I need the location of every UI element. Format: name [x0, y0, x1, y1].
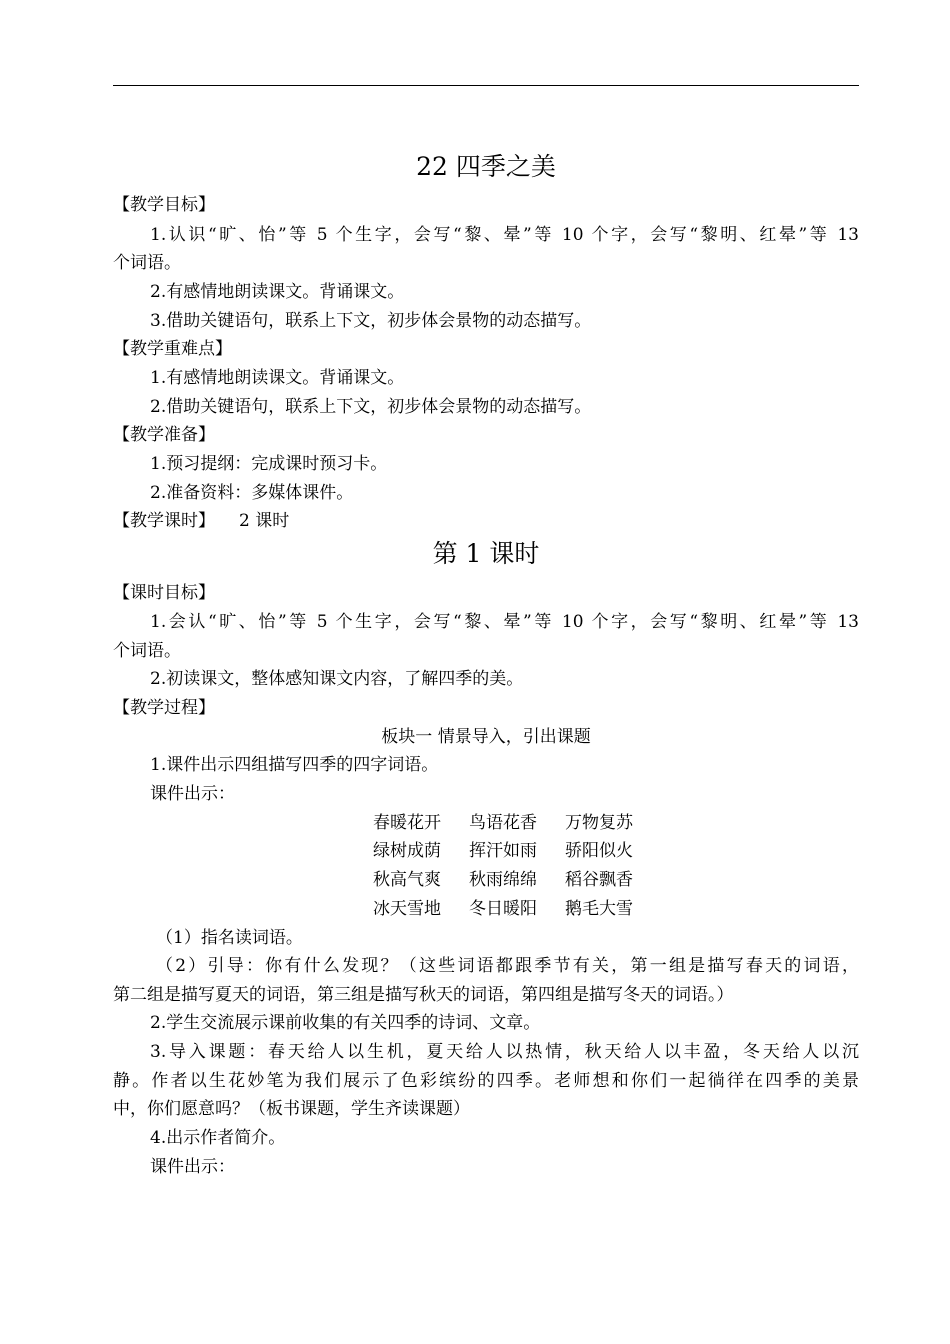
- word-row-1: [373, 812, 661, 834]
- word: 秋雨绵绵: [469, 870, 537, 890]
- goal-item-1-cont: 个词语。: [113, 253, 181, 273]
- sub-step-2-cont: 第二组是描写夏天的词语，第三组是描写秋天的词语，第四组是描写冬天的词语。）: [113, 985, 734, 1005]
- keypoint-item-2: 2.借助关键语句，联系上下文，初步体会景物的动态描写。: [150, 397, 592, 417]
- step-4: 4.出示作者简介。: [150, 1128, 286, 1148]
- lesson-goal-2: 2.初读课文，整体感知课文内容，了解四季的美。: [150, 669, 524, 689]
- lesson-goal-1: 1.会认“旷、怡”等 5 个生字，会写“黎、晕”等 10 个字，会写“黎明、红晕”等 13: [150, 612, 859, 632]
- sub-step-1: （1）指名读词语。: [156, 928, 303, 948]
- show-label-1: 课件出示：: [150, 784, 235, 804]
- step-3-cont: 静。作者以生花妙笔为我们展示了色彩缤纷的四季。老师想和你们一起徜徉在四季的美景: [113, 1071, 859, 1091]
- keypoint-item-1: 1.有感情地朗读课文。背诵课文。: [150, 368, 405, 388]
- goal-item-1: 1.认识“旷、怡”等 5 个生字，会写“黎、晕”等 10 个字，会写“黎明、红晕”等 13: [150, 225, 859, 245]
- lesson-goals-heading: 【课时目标】: [113, 583, 215, 603]
- word: 骄阳似火: [565, 841, 633, 861]
- word-row-4: [373, 898, 661, 920]
- prep-heading: 【教学准备】: [113, 425, 215, 445]
- goal-item-2: 2.有感情地朗读课文。背诵课文。: [150, 282, 405, 302]
- sub-step-2: （2）引导：你有什么发现？（这些词语都跟季节有关，第一组是描写春天的词语，: [156, 956, 859, 976]
- show-label-2: 课件出示：: [150, 1157, 235, 1177]
- hours-value: 2 课时: [239, 511, 290, 531]
- word: 万物复苏: [565, 813, 633, 833]
- header-rule: [113, 85, 859, 86]
- hours-heading: 【教学课时】: [113, 511, 215, 531]
- lesson-goal-1-cont: 个词语。: [113, 641, 181, 661]
- lesson1-title: 第 1 课时: [432, 539, 540, 568]
- word: 鹅毛大雪: [565, 899, 633, 919]
- block1-title: 板块一 情景导入，引出课题: [381, 727, 591, 747]
- word: 秋高气爽: [373, 870, 441, 890]
- step-1: 1.课件出示四组描写四季的四字词语。: [150, 755, 439, 775]
- step-3: 3.导入课题：春天给人以生机，夏天给人以热情，秋天给人以丰盈，冬天给人以沉: [150, 1042, 859, 1062]
- word: 冰天雪地: [373, 899, 441, 919]
- word-row-2: [373, 840, 661, 862]
- word: 挥汗如雨: [469, 841, 537, 861]
- keypoints-heading: 【教学重难点】: [113, 339, 232, 359]
- goal-item-3: 3.借助关键语句，联系上下文，初步体会景物的动态描写。: [150, 311, 592, 331]
- step-3-cont-2: 中，你们愿意吗？（板书课题，学生齐读课题）: [113, 1099, 470, 1119]
- word: 春暖花开: [373, 813, 441, 833]
- word: 绿树成荫: [373, 841, 441, 861]
- prep-item-2: 2.准备资料：多媒体课件。: [150, 483, 354, 503]
- word: 稻谷飘香: [565, 870, 633, 890]
- prep-item-1: 1.预习提纲：完成课时预习卡。: [150, 454, 388, 474]
- word: 鸟语花香: [469, 813, 537, 833]
- goals-heading: 【教学目标】: [113, 195, 215, 215]
- word: 冬日暖阳: [469, 899, 537, 919]
- word-row-3: [373, 869, 661, 891]
- hours-row: [113, 510, 289, 532]
- step-2: 2.学生交流展示课前收集的有关四季的诗词、文章。: [150, 1013, 541, 1033]
- process-heading: 【教学过程】: [113, 698, 215, 718]
- page-title: 22 四季之美: [416, 152, 556, 181]
